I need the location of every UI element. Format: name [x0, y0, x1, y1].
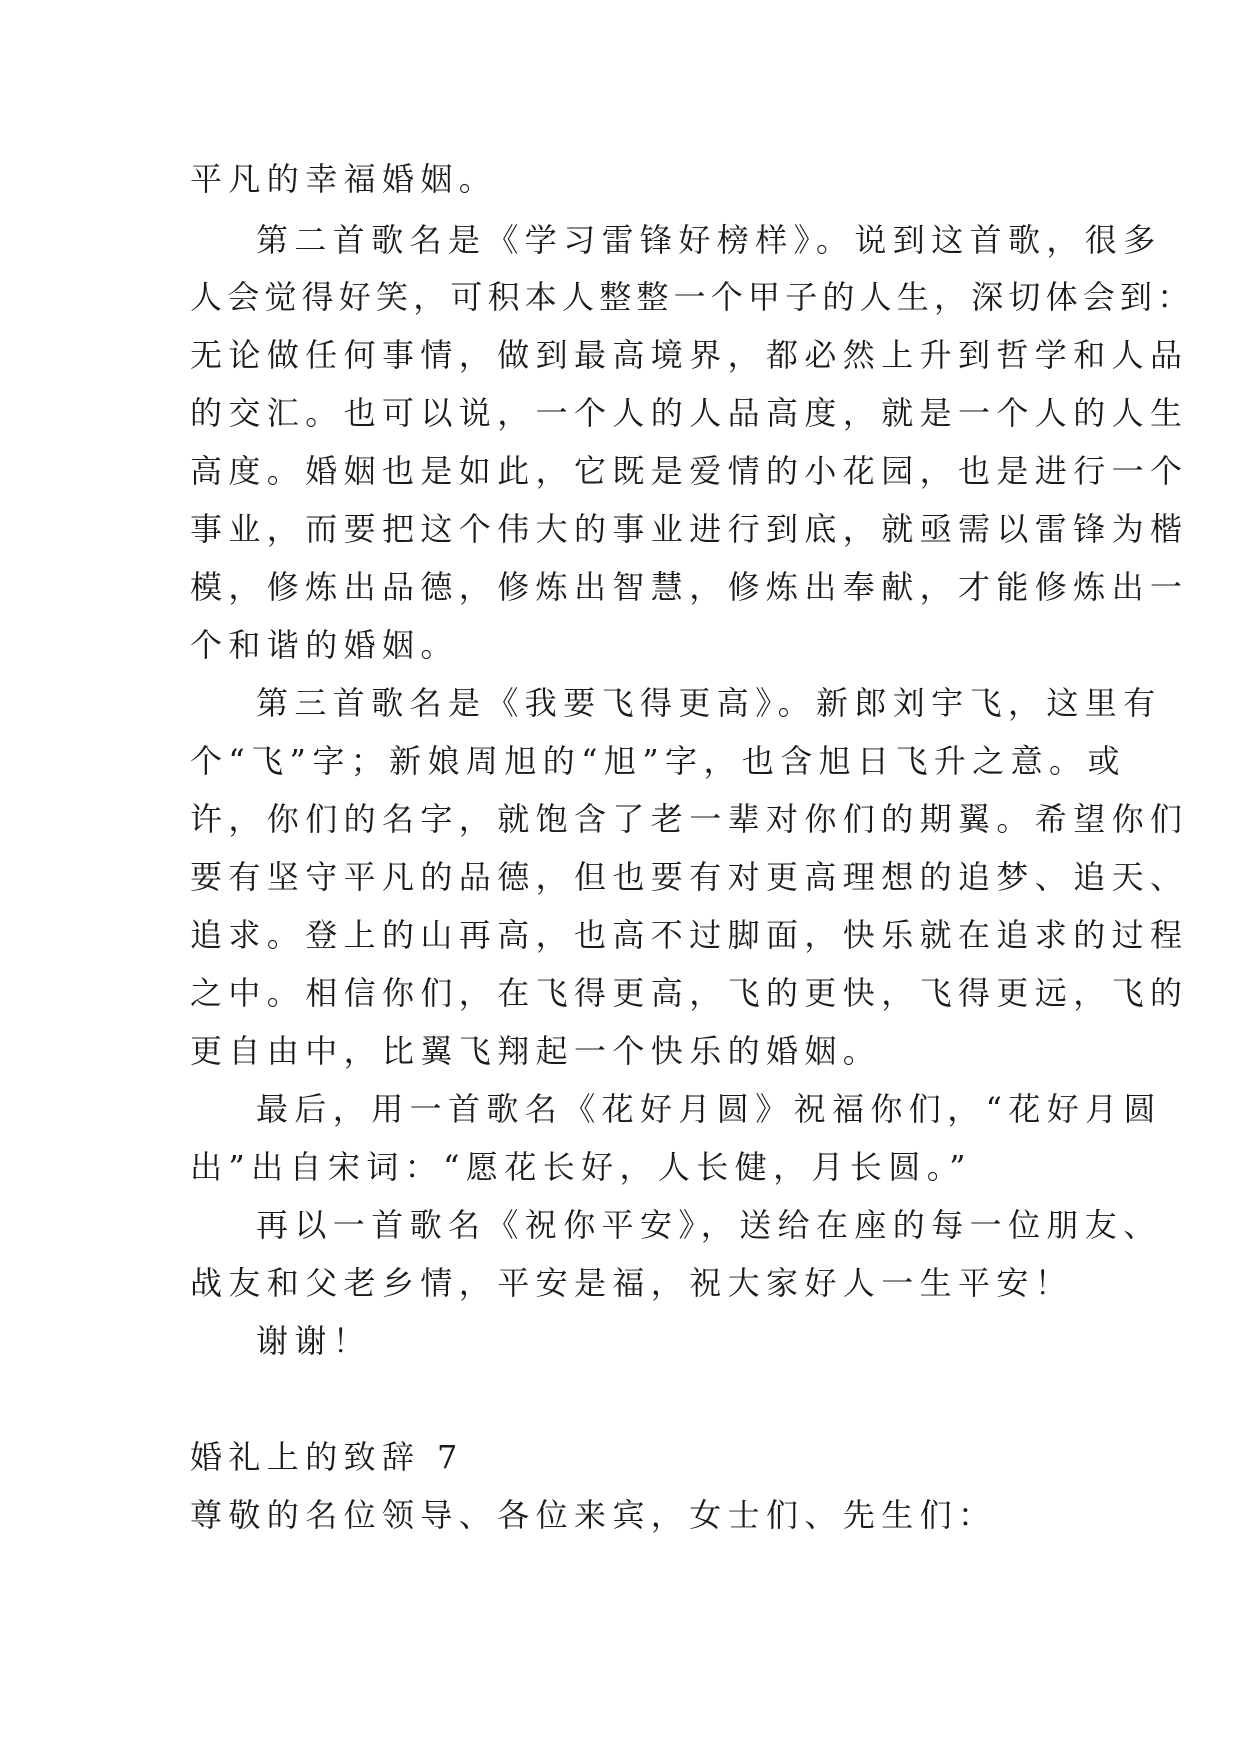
- text-line: 人会觉得好笑，可积本人整整一个甲子的人生，深切体会到：: [190, 278, 1195, 316]
- text-line: 之中。相信你们，在飞得更高，飞的更快，飞得更远，飞的: [190, 974, 1189, 1012]
- paragraph-start: 第二首歌名是《学习雷锋好榜样》。说到这首歌，很多: [256, 221, 1162, 259]
- text-line: 个“飞”字；新娘周旭的“旭”字，也含旭日飞升之意。或: [190, 742, 1126, 780]
- text-line: 出”出自宋词：“愿花长好，人长健，月长圆。”: [190, 1148, 972, 1186]
- section-heading: 婚礼上的致辞 7: [190, 1438, 464, 1476]
- text-line: 的交汇。也可以说，一个人的人品高度，就是一个人的人生: [190, 394, 1189, 432]
- closing-thanks: 谢谢！: [256, 1322, 372, 1360]
- text-line: 许，你们的名字，就饱含了老一辈对你们的期翼。希望你们: [190, 800, 1189, 838]
- paragraph-start: 第三首歌名是《我要飞得更高》。新郎刘宇飞，这里有: [256, 684, 1162, 722]
- text-line: 平凡的幸福婚姻。: [190, 160, 498, 198]
- text-line: 要有坚守平凡的品德，但也要有对更高理想的追梦、追天、: [190, 858, 1189, 896]
- text-line: 模，修炼出品德，修炼出智慧，修炼出奉献，才能修炼出一: [190, 568, 1189, 606]
- salutation: 尊敬的名位领导、各位来宾，女士们、先生们：: [190, 1496, 997, 1534]
- text-line: 无论做任何事情，做到最高境界，都必然上升到哲学和人品: [190, 336, 1189, 374]
- text-line: 战友和父老乡情，平安是福，祝大家好人一生平安！: [190, 1264, 1074, 1302]
- text-line: 个和谐的婚姻。: [190, 626, 459, 664]
- text-line: 高度。婚姻也是如此，它既是爱情的小花园，也是进行一个: [190, 452, 1189, 490]
- text-line: 更自由中，比翼飞翔起一个快乐的婚姻。: [190, 1032, 882, 1070]
- paragraph-start: 最后，用一首歌名《花好月圆》祝福你们，“花好月圆: [256, 1090, 1162, 1128]
- text-line: 追求。登上的山再高，也高不过脚面，快乐就在追求的过程: [190, 916, 1189, 954]
- paragraph-start: 再以一首歌名《祝你平安》，送给在座的每一位朋友、: [256, 1206, 1162, 1244]
- text-line: 事业，而要把这个伟大的事业进行到底，就亟需以雷锋为楷: [190, 510, 1189, 548]
